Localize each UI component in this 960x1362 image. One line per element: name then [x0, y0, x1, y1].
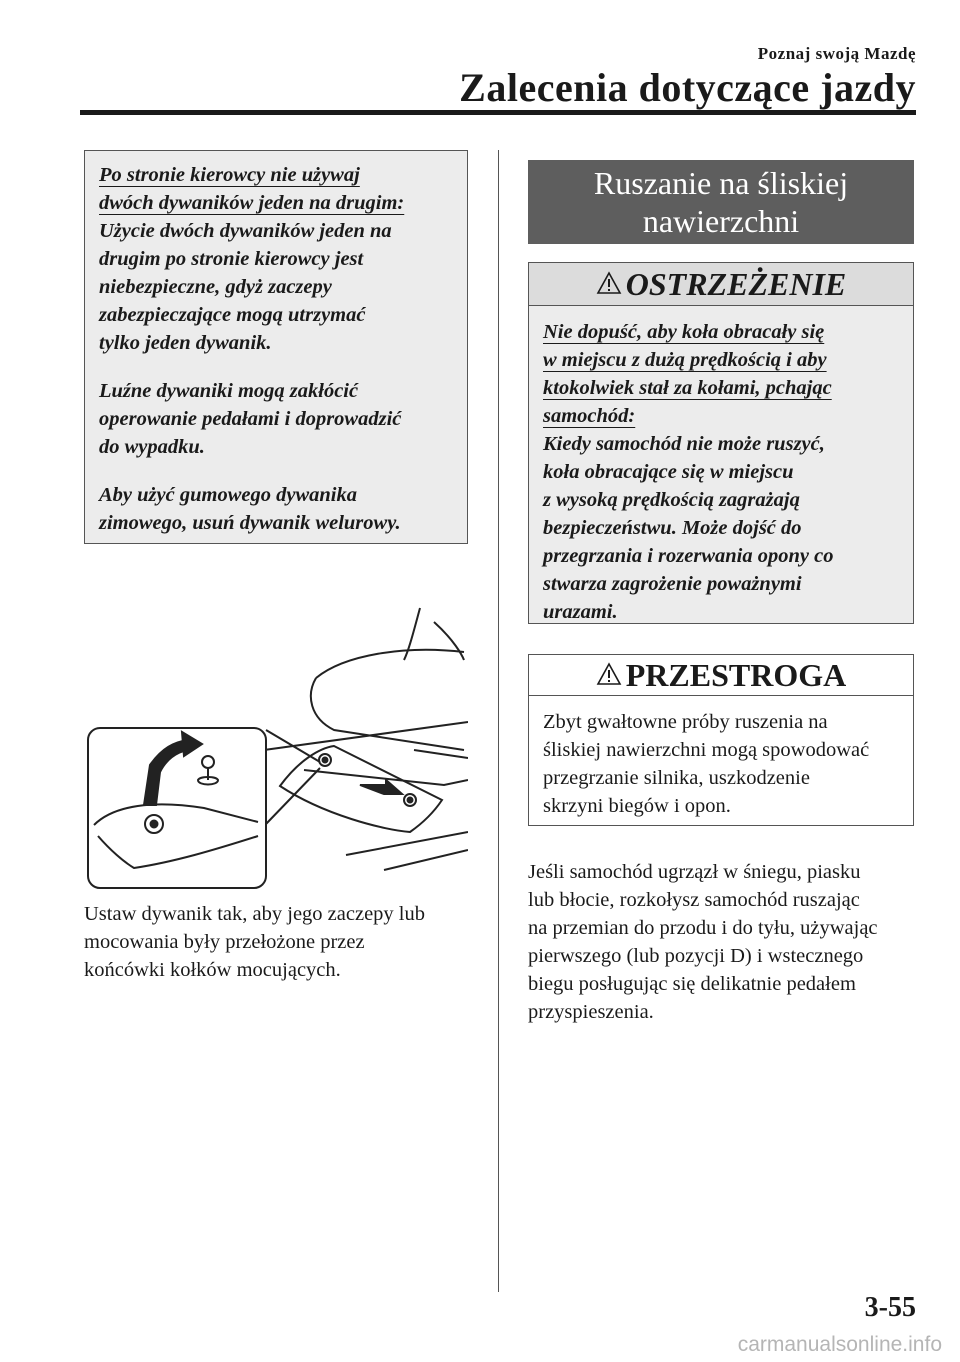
warning-line: Nie dopuść, aby koła obracały się — [543, 321, 825, 343]
column-divider — [498, 150, 499, 1292]
caution-line: śliskiej nawierzchni mogą spowodować — [543, 739, 870, 761]
warning-line: Luźne dywaniki mogą zakłócić — [99, 380, 359, 402]
body-line: Jeśli samochód ugrzązł w śniegu, piasku — [528, 861, 861, 883]
warning-line: z wysoką prędkością zagrażają — [543, 489, 800, 511]
warning-line: Po stronie kierowcy nie używaj — [99, 164, 360, 186]
caution-line: skrzyni biegów i opon. — [543, 795, 731, 817]
warning-line: dwóch dywaników jeden na drugim: — [99, 192, 405, 214]
warning-triangle-icon — [596, 657, 622, 694]
caution-header — [529, 655, 913, 696]
body-line: końcówki kołków mocujących. — [84, 959, 341, 981]
floor-mat-illustration — [84, 600, 468, 890]
warning-box-continued — [84, 150, 468, 544]
warning-line: niebezpieczne, gdyż zaczepy — [99, 276, 332, 298]
warning-line: zimowego, usuń dywanik welurowy. — [99, 512, 401, 534]
warning-line: tylko jeden dywanik. — [99, 332, 272, 354]
warning-triangle-icon — [596, 266, 622, 303]
caution-box — [528, 654, 914, 826]
watermark: carmanualsonline.info — [737, 1333, 942, 1356]
warning-line: samochód: — [543, 405, 636, 427]
warning-line: w miejscu z dużą prędkością i aby — [543, 349, 827, 371]
warning-box — [528, 262, 914, 624]
page-title: Zalecenia dotyczące jazdy — [459, 65, 916, 110]
warning-line: do wypadku. — [99, 436, 205, 458]
warning-line: bezpieczeństwu. Może dojść do — [543, 517, 802, 539]
warning-line: Kiedy samochód nie może ruszyć, — [543, 433, 825, 455]
warning-line: stwarza zagrożenie poważnymi — [543, 573, 802, 595]
warning-line: zabezpieczające mogą utrzymać — [99, 304, 366, 326]
section-heading-line: Ruszanie na śliskiej — [593, 165, 849, 201]
body-line: przyspieszenia. — [528, 1001, 654, 1023]
body-line: na przemian do przodu i do tyłu, używając — [528, 917, 878, 939]
warning-line: Użycie dwóch dywaników jeden na — [99, 220, 392, 242]
body-paragraph — [528, 858, 928, 1026]
warning-header — [529, 263, 913, 306]
chapter-label: Poznaj swoją Mazdę — [757, 44, 916, 63]
instruction-paragraph — [84, 900, 484, 984]
page-number: 3-55 — [864, 1292, 916, 1323]
warning-line: Aby użyć gumowego dywanika — [99, 484, 357, 506]
header-rule — [80, 110, 916, 115]
warning-line: operowanie pedałami i doprowadzić — [99, 408, 402, 430]
body-line: mocowania były przełożone przez — [84, 931, 365, 953]
section-heading — [528, 160, 914, 244]
body-line: pierwszego (lub pozycji D) i wstecznego — [528, 945, 864, 967]
warning-line: ktokolwiek stał za kołami, pchając — [543, 377, 832, 399]
warning-label: OSTRZEŻENIE — [625, 265, 847, 302]
caution-label: PRZESTROGA — [625, 656, 847, 693]
body-line: biegu posługując się delikatnie pedałem — [528, 973, 856, 995]
warning-line: przegrzania i rozerwania opony co — [543, 545, 834, 567]
body-line: Ustaw dywanik tak, aby jego zaczepy lub — [84, 903, 425, 925]
floor-mat-drawing — [84, 600, 468, 890]
warning-line: koła obracające się w miejscu — [543, 461, 794, 483]
warning-line: urazami. — [543, 601, 618, 623]
caution-line: przegrzanie silnika, uszkodzenie — [543, 767, 810, 789]
section-heading-line: nawierzchni — [642, 203, 800, 239]
warning-line: drugim po stronie kierowcy jest — [99, 248, 364, 270]
body-line: lub błocie, rozkołysz samochód ruszając — [528, 889, 860, 911]
caution-line: Zbyt gwałtowne próby ruszenia na — [543, 711, 828, 733]
